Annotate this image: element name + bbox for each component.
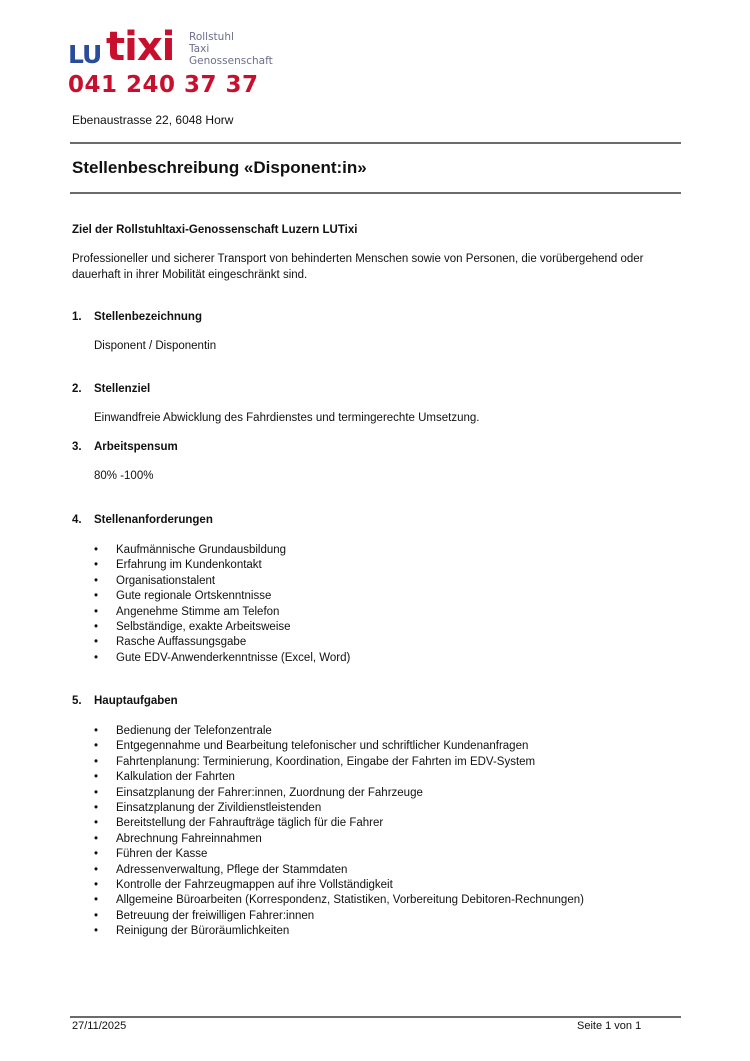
section-heading [72,383,150,395]
bullet-icon: • [94,590,99,603]
list-item [94,589,350,604]
list-item-text: Rasche Auffassungsgabe [116,636,247,649]
list-item-text: Allgemeine Büroarbeiten (Korrespondenz, Statistiken, Vorbereitung Debitoren-Rechnungen) [116,894,584,907]
list-item [94,620,350,635]
section-number: 5. [72,695,82,707]
section-title: Hauptaufgaben [94,695,178,707]
bullet-icon: • [94,786,99,799]
section-body: Disponent / Disponentin [94,340,217,352]
bullet-icon: • [94,755,99,768]
divider-footer [70,1016,681,1018]
divider-top [70,142,681,144]
bullet-icon: • [94,925,99,938]
list-item [94,558,350,573]
list-item-text: Selbständige, exakte Arbeitsweise [116,620,291,633]
bullet-icon: • [94,620,99,633]
list-item-text: Angenehme Stimme am Telefon [116,605,280,618]
logo-subtitle-line: Taxi [189,43,210,55]
section-number: 4. [72,514,82,526]
list-item [94,605,350,620]
bullet-icon: • [94,817,99,830]
list-item [94,755,584,770]
list-item-text: Führen der Kasse [116,848,208,861]
list-item [94,543,350,558]
list-item [94,847,584,862]
logo-subtitle-line: Genossenschaft [189,55,273,67]
section-title: Arbeitspensum [94,441,178,453]
list-item [94,574,350,589]
list-item-text: Adressenverwaltung, Pflege der Stammdaten [116,863,348,876]
section-number: 2. [72,383,82,395]
list-item-text: Gute EDV-Anwenderkenntnisse (Excel, Word) [116,651,351,664]
bullet-icon: • [94,651,99,664]
bullet-icon: • [94,544,99,556]
list-item [94,878,584,893]
bullet-icon: • [94,574,99,587]
list-item [94,924,584,939]
list-item-text: Kaufmännische Grundausbildung [116,544,287,556]
company-address: Ebenaustrasse 22, 6048 Horw [72,113,234,127]
bullet-icon: • [94,894,99,907]
bullet-icon: • [94,909,99,922]
section-body: 80% -100% [94,470,154,482]
list-item-text: Erfahrung im Kundenkontakt [116,559,262,572]
list-item-text: Reinigung der Büroräumlichkeiten [116,925,290,938]
section-body: Einwandfreie Abwicklung des Fahrdienstes und termingerechte Umsetzung. [94,412,480,424]
list-item-text: Fahrtenplanung: Terminierung, Koordination, Eingabe der Fahrten im EDV-System [116,755,536,768]
bullet-icon: • [94,771,99,784]
logo-lu-text: LU [68,40,102,69]
list-item-text: Abrechnung Fahreinnahmen [116,832,262,845]
logo-subtitle-line: Rollstuhl [189,31,234,43]
section-heading [72,695,178,707]
divider-title [70,192,681,194]
section-number: 1. [72,311,82,323]
document-title: Stellenbeschreibung «Disponent:in» [72,158,367,177]
bullet-icon: • [94,559,99,572]
bullet-icon: • [94,725,99,737]
section-heading [72,441,178,453]
bullet-icon: • [94,878,99,891]
list-item [94,863,584,878]
list-item [94,739,584,754]
list-item [94,909,584,924]
list-item [94,786,584,801]
bullet-icon: • [94,801,99,814]
bullet-icon: • [94,636,99,649]
logo-subtitle [189,31,273,67]
section-title: Stellenbezeichnung [94,311,202,323]
section-title: Stellenziel [94,383,151,395]
list-item [94,893,584,908]
lutixi-logo [66,24,278,102]
tasks-list [94,724,584,939]
list-item-text: Betreuung der freiwilligen Fahrer:innen [116,909,315,922]
list-item [94,801,584,816]
section-heading [72,311,202,323]
list-item-text: Gute regionale Ortskenntnisse [116,590,272,603]
requirements-list [94,543,350,666]
list-item-text: Bereitstellung der Fahraufträge täglich für die Fahrer [116,817,384,830]
logo-phone-number: 041 240 37 37 [68,72,259,98]
section-heading [72,514,213,526]
list-item-text: Entgegennahme und Bearbeitung telefonischer und schriftlicher Kundenanfragen [116,740,529,753]
section-title: Stellenanforderungen [94,514,213,526]
section-number: 3. [72,441,82,453]
list-item-text: Einsatzplanung der Fahrer:innen, Zuordnung der Fahrzeuge [116,786,423,799]
list-item [94,816,584,831]
list-item-text: Bedienung der Telefonzentrale [116,725,272,737]
list-item [94,724,584,739]
bullet-icon: • [94,863,99,876]
goal-text: Professioneller und sicherer Transport von behinderten Menschen sowie von Personen, die vorübergehend oder dauerhaft in ihrer Mobilität eingeschränkt sind. [72,253,644,281]
list-item-text: Kontrolle der Fahrzeugmappen auf ihre Vollständigkeit [116,878,393,891]
list-item [94,635,350,650]
bullet-icon: • [94,848,99,861]
list-item-text: Kalkulation der Fahrten [116,771,235,784]
goal-heading: Ziel der Rollstuhltaxi-Genossenschaft Luzern LUTixi [72,224,358,236]
bullet-icon: • [94,740,99,753]
list-item [94,770,584,785]
list-item [94,832,584,847]
bullet-icon: • [94,605,99,618]
footer-date: 27/11/2025 [72,1020,127,1032]
footer-page-number: Seite 1 von 1 [577,1020,642,1032]
bullet-icon: • [94,832,99,845]
list-item-text: Organisationstalent [116,574,216,587]
list-item [94,651,350,666]
logo-tixi-text: tixi [106,24,175,70]
list-item-text: Einsatzplanung der Zivildienstleistenden [116,801,322,814]
